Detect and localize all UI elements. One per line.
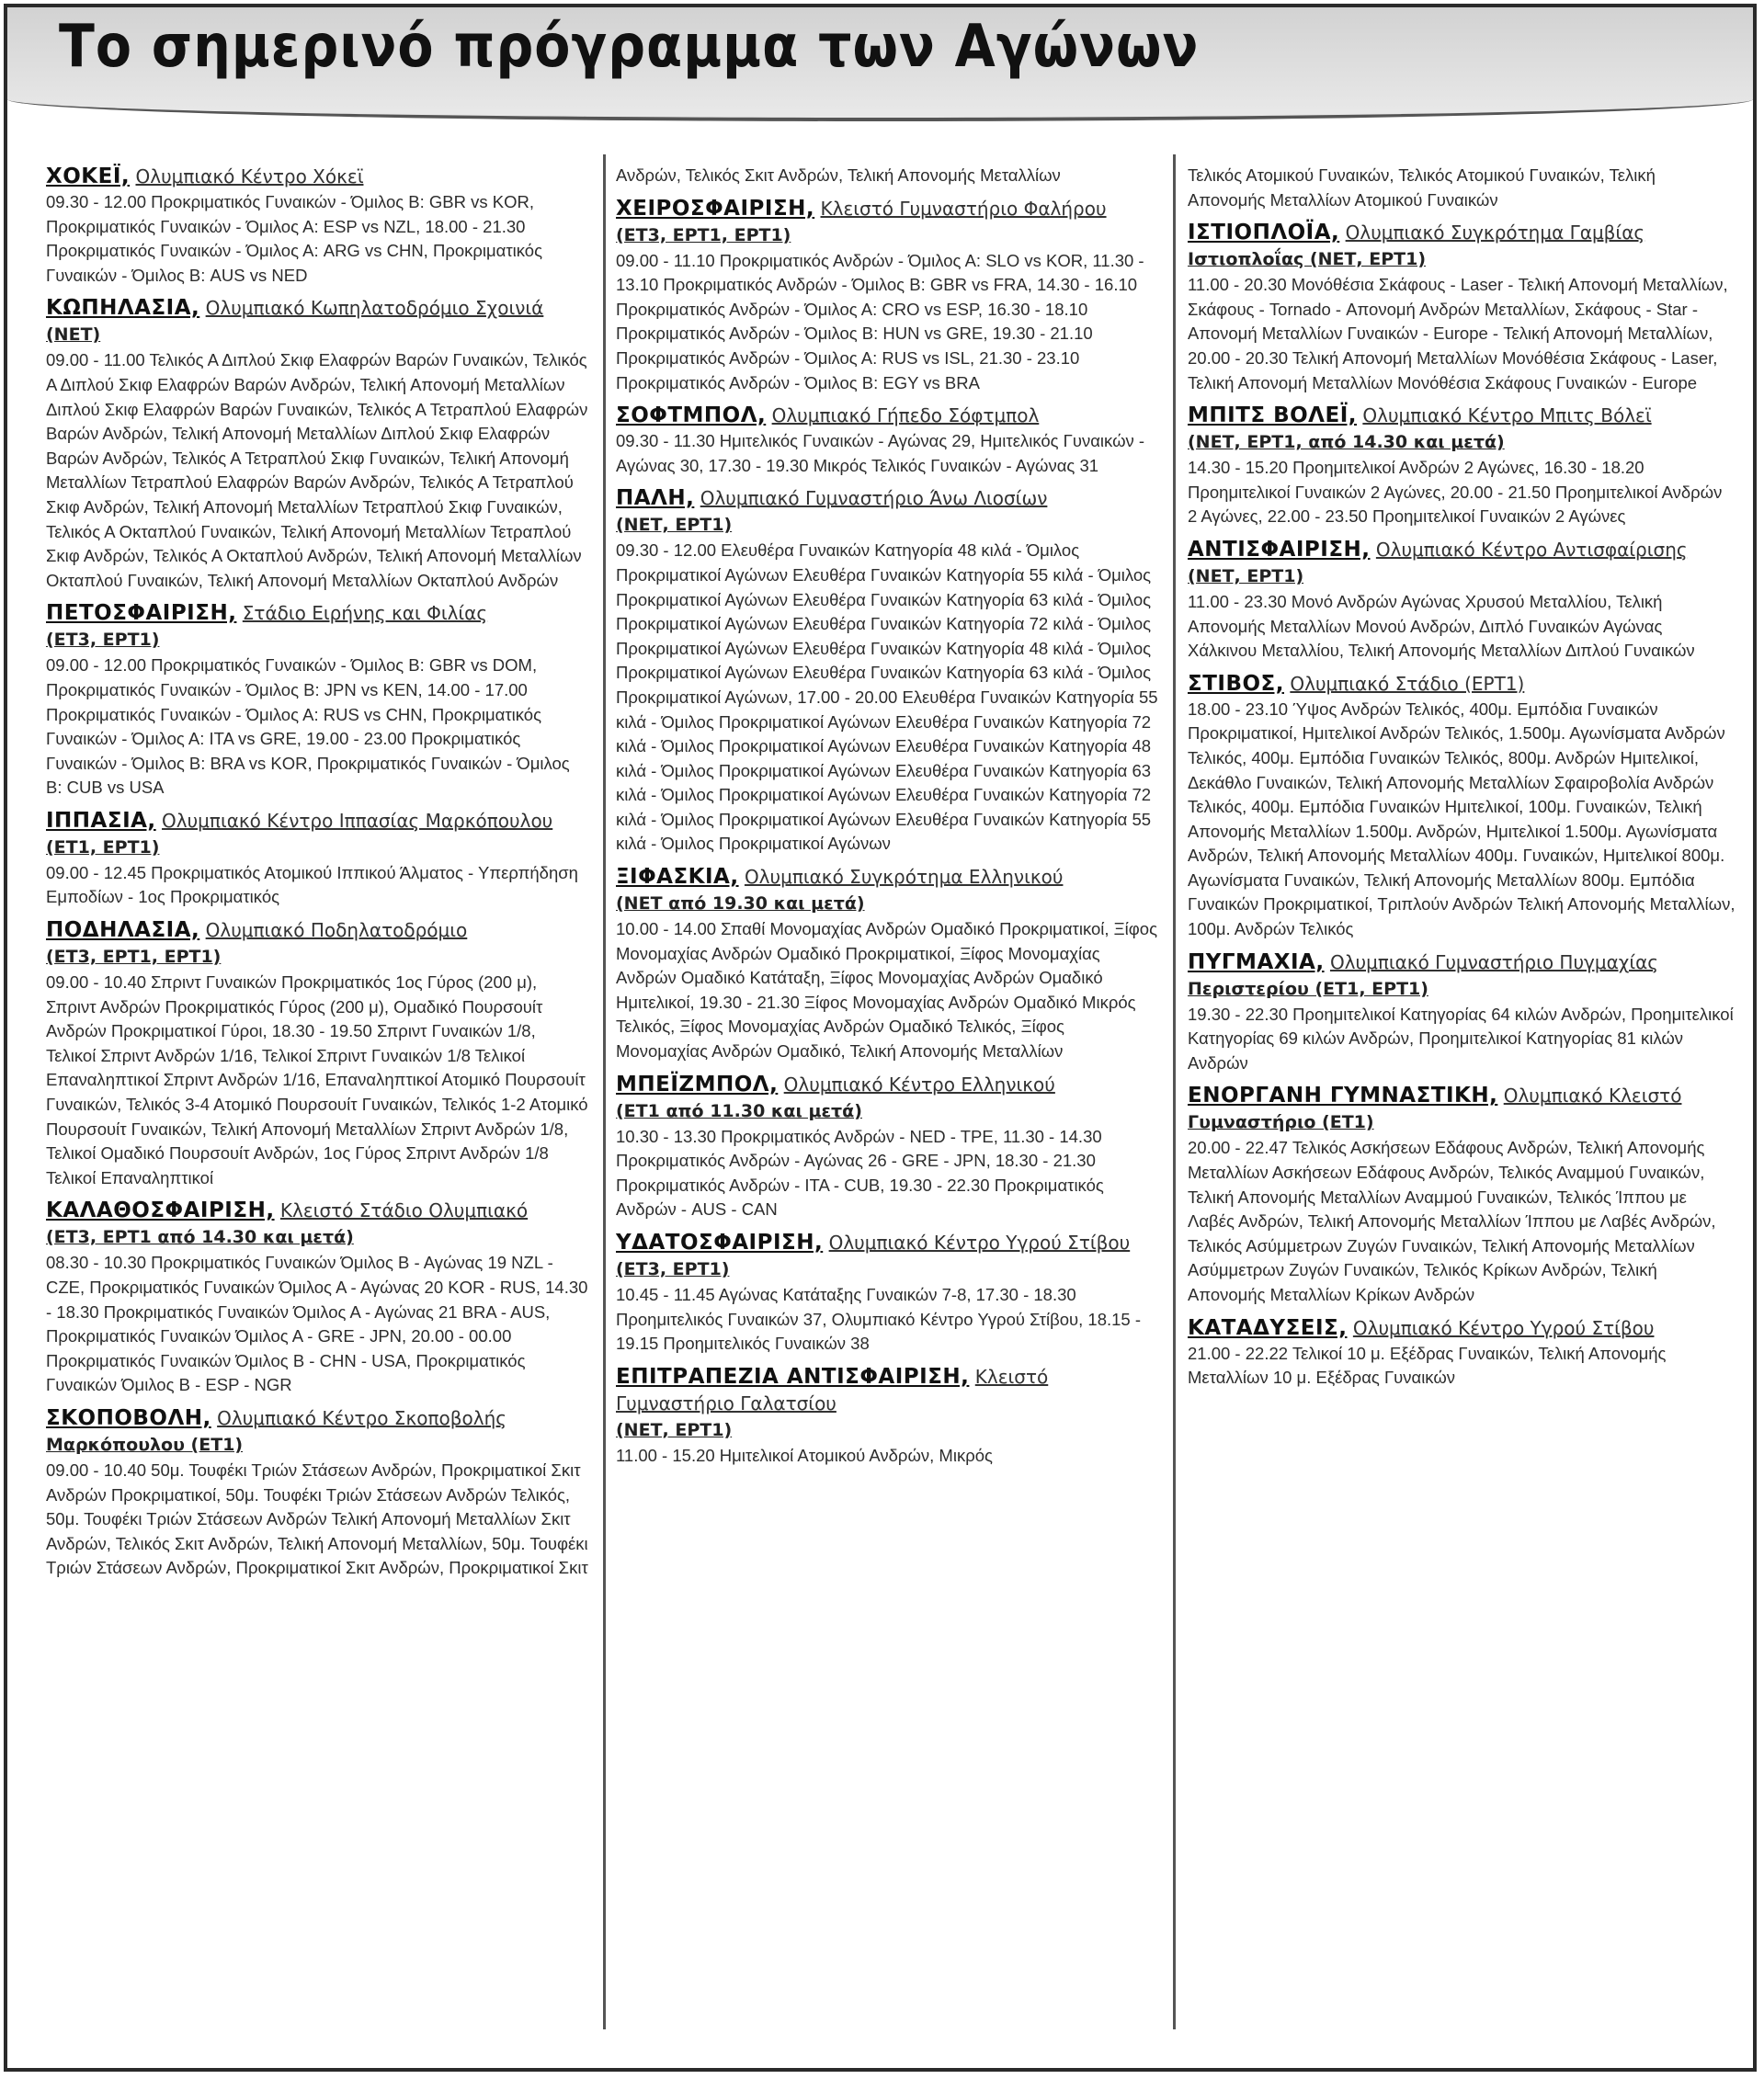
sport-section: [616, 1072, 1160, 1222]
section-header: [1188, 1083, 1736, 1136]
tv-channels: (ΕΤ3, ΕΡΤ1): [616, 1259, 730, 1279]
section-header: [1188, 671, 1736, 698]
venue-name: Ολυμπιακό Ποδηλατοδρόμιο: [205, 919, 468, 942]
schedule-text: 11.00 - 23.30 Μονό Ανδρών Αγώνας Χρυσού Μεταλλίου, Τελική Απονομής Μεταλλίων Μονού Ανδρών, Διπλό Γυναικών Αγώνας Χάλκινου Μεταλλίου, Τελική Απονομής Μεταλλίων Διπλού Γυναικών: [1188, 591, 1695, 661]
column-divider: [1173, 154, 1176, 2029]
section-header: [616, 1072, 1160, 1125]
sport-section: [46, 600, 588, 801]
sport-name: ΠΑΛΗ,: [616, 486, 695, 511]
sport-section: [1188, 671, 1736, 942]
sport-section: [616, 485, 1160, 857]
sport-section: [46, 164, 588, 288]
tv-channels: Περιστερίου (ΕΤ1, ΕΡΤ1): [1188, 978, 1428, 999]
sport-section: [46, 295, 588, 593]
schedule-text: 14.30 - 15.20 Προημιτελικοί Ανδρών 2 Αγώνες, 16.30 - 18.20 Προημιτελικοί Γυναικών 2 Αγώνες, 20.00 - 21.50 Προημιτελικοί Ανδρών 2 Αγώνες, 22.00 - 23.50 Προημιτελικοί Γυναικών 2 Αγώνες: [1188, 458, 1723, 527]
sport-name: ΧΟΚΕΪ,: [46, 165, 131, 188]
tv-channels: (ΝΕΤ, ΕΡΤ1): [1188, 565, 1304, 586]
section-header: [46, 1405, 588, 1459]
section-header: [616, 1230, 1160, 1283]
sport-name: ΠΟΔΗΛΑΣΙΑ,: [46, 918, 200, 943]
schedule-text: 11.00 - 15.20 Ημιτελικοί Ατομικού Ανδρών, Μικρός: [616, 1445, 993, 1465]
sport-name: ΧΕΙΡΟΣΦΑΙΡΙΣΗ,: [616, 196, 815, 221]
venue-name: Ολυμπιακό Κλειστό: [1503, 1085, 1682, 1108]
tv-channels: (ΕΤ3, ΕΡΤ1 από 14.30 και μετά): [46, 1227, 354, 1248]
column-divider: [603, 154, 606, 2029]
venue-name: Ολυμπιακό Γυμναστήριο Πυγμαχίας: [1329, 950, 1659, 973]
schedule-text: 11.00 - 20.30 Μονόθέσια Σκάφους - Laser - Τελική Απονομή Μεταλλίων, Σκάφους - Tornado - Απονομή Ανδρών Μεταλλίων, Σκάφους - Star - Απονομή Μεταλλίων Γυναικών - Europe - Τελική Απονομή Μεταλλίων, 20.00 - 20.30 Τελική Απονομή Μεταλλίων Μονόθέσια Σκάφους - Laser, Τελική Απονομή Μεταλλίων Μονόθέσια Σκάφους Γυναικών - Europe: [1188, 275, 1728, 392]
sport-section: [46, 1198, 588, 1398]
sport-name: ΙΠΠΑΣΙΑ,: [46, 808, 156, 833]
sport-name: ΚΑΤΑΔΥΣΕΙΣ,: [1188, 1315, 1348, 1340]
venue-name: Ολυμπιακό Κέντρο Χόκεϊ: [135, 165, 364, 187]
schedule-text: 10.30 - 13.30 Προκριματικός Ανδρών - NED - TPE, 11.30 - 14.30 Προκριματικός Ανδρών - Αγώνας 26 - GRE - JPN, 18.30 - 21.30 Προκριματικός Ανδρών - ITA - CUB, 19.30 - 22.30 Προκριματικός Ανδρών - AUS - CAN: [616, 1126, 1104, 1220]
venue-name: Ολυμπιακό Κέντρο Ελληνικού: [783, 1073, 1055, 1096]
venue-name: Ολυμπιακό Στάδιο (ΕΡΤ1): [1290, 672, 1525, 695]
sport-section: [46, 808, 588, 910]
section-header: [46, 1198, 588, 1251]
sport-section: [1188, 164, 1736, 212]
sport-section: [1188, 1315, 1736, 1391]
schedule-column-1: [46, 164, 588, 2029]
venue-name: Ολυμπιακό Συγκρότημα Γαμβίας: [1345, 222, 1645, 244]
sport-name: ΣΤΙΒΟΣ,: [1188, 671, 1284, 696]
venue-name: Ολυμπιακό Κέντρο Αντισφαίρισης: [1375, 538, 1688, 561]
sport-section: [616, 864, 1160, 1064]
venue-name: Ολυμπιακό Κέντρο Ιππασίας Μαρκόπουλου: [162, 809, 553, 832]
sport-section: [1188, 403, 1736, 529]
newspaper-page: [4, 4, 1757, 2072]
schedule-text: 20.00 - 22.47 Τελικός Ασκήσεων Εδάφους Ανδρών, Τελική Απονομής Μεταλλίων Ασκήσεων Εδάφους Ανδρών, Τελικός Αναμμού Γυναικών, Τελική Απονομής Μεταλλίων Αναμμού Γυναικών, Τελικός Ίππου με Λαβές Ανδρών, Τελική Απονομής Μεταλλίων Ίππου με Λαβές Ανδρών, Τελικός Ασύμμετρων Ζυγών Γυναικών, Τελική Απονομής Μεταλλίων Ασύμμετρων Ζυγών Γυναικών, Τελικός Κρίκων Ανδρών, Τελική Απονομής Μεταλλίων Κρίκων Ανδρών: [1188, 1138, 1716, 1304]
sport-section: [46, 917, 588, 1190]
section-header: [616, 196, 1160, 249]
schedule-text: 08.30 - 10.30 Προκριματικός Γυναικών Όμιλος Β - Αγώνας 19 NZL - CZE, Προκριματικός Γυναικών Όμιλος Α - Αγώνας 20 KOR - RUS, 14.30 - 18.30 Προκριματικός Γυναικών Όμιλος Α - Αγώνας 21 BRA - AUS, Προκριματικός Γυναικών Όμιλος Α - GRE - JPN, 20.00 - 00.00 Προκριματικός Γυναικών Όμιλος Β - CHN - USA, Προκριματικός Γυναικών Όμιλος Β - ESP - NGR: [46, 1253, 588, 1395]
venue-name: Ολυμπιακό Συγκρότημα Ελληνικού: [744, 866, 1064, 889]
tv-channels: (ΝΕΤ): [46, 324, 101, 346]
sport-section: [616, 403, 1160, 478]
schedule-text: 09.00 - 10.40 Σπριντ Γυναικών Προκριματικός 1ος Γύρος (200 μ), Σπριντ Ανδρών Προκριματικός Γύρος (200 μ), Ομαδικό Πουρσουίτ Ανδρών Προκριματικοί Γύροι, 18.30 - 19.50 Σπριντ Γυναικών 1/8, Τελικοί Σπριντ Ανδρών 1/16, Τελικοί Σπριντ Γυναικών 1/8 Τελικοί Επαναληπτικοί Σπριντ Ανδρών 1/16, Επαναληπτικοί Ατομικό Πουρσουίτ Γυναικών, Τελικός 3-4 Ατομικό Πουρσουίτ Γυναικών, Τελικός 1-2 Ατομικό Πουρσουίτ Γυναικών, Τελική Απονομή Μεταλλίων Σπριντ Ανδρών 1/8, Τελικοί Ομαδικό Πουρσουίτ Ανδρών, 1ος Γύρος Σπριντ Ανδρών 1/8 Τελικοί Επαναληπτικοί: [46, 972, 588, 1187]
sport-section: [616, 196, 1160, 396]
venue-name: Κλειστό Γυμναστήριο Γαλατσίου: [616, 1365, 1049, 1414]
sport-section: [1188, 220, 1736, 395]
venue-name: Στάδιο Ειρήνης και Φιλίας: [242, 602, 488, 625]
venue-name: Ολυμπιακό Γυμναστήριο Άνω Λιοσίων: [700, 487, 1048, 510]
venue-name: Ολυμπιακό Γήπεδο Σόφτμπολ: [771, 404, 1040, 427]
tv-channels: (ΕΤ3, ΕΡΤ1, ΕΡΤ1): [46, 947, 222, 968]
schedule-text: 10.00 - 14.00 Σπαθί Μονομαχίας Ανδρών Ομαδικό Προκριματικοί, Ξίφος Μονομαχίας Ανδρών Ομαδικό Προκριματικοί, Ξίφος Μονομαχίας Ανδρών Ομαδικό Κατάταξη, Ξίφος Μονομαχίας Ανδρών Ομαδικό Ημιτελικοί, 19.30 - 21.30 Ξίφος Μονομαχίας Ανδρών Ομαδικό Μικρός Τελικός, Ξίφος Μονομαχίας Ανδρών Ομαδικό Τελικός, Ξίφος Μονομαχίας Ανδρών Ομαδικό, Τελική Απονομής Μεταλλίων: [616, 919, 1157, 1062]
header-banner: [7, 7, 1753, 121]
section-header: [46, 295, 588, 348]
tv-channels: (ΝΕΤ, ΕΡΤ1, από 14.30 και μετά): [1188, 432, 1505, 453]
sport-name: ΜΠΕΪΖΜΠΟΛ,: [616, 1072, 779, 1096]
schedule-text: 09.00 - 11.00 Τελικός Α Διπλού Σκιφ Ελαφρών Βαρών Γυναικών, Τελικός Α Διπλού Σκιφ Ελαφρών Βαρών Ανδρών, Τελική Απονομή Μεταλλίων Διπλού Σκιφ Ελαφρών Βαρών Γυναικών, Τελικός Α Τετραπλού Ελαφρών Βαρών Ανδρών, Τελική Απονομή Μεταλλίων Διπλού Σκιφ Ελαφρών Βαρών Ανδρών, Τελικός Α Τετραπλού Σκιφ Γυναικών, Τελική Απονομή Μεταλλίων Τετραπλού Ελαφρών Βαρών Ανδρών, Τελικός Α Τετραπλού Σκιφ Ανδρών, Τελική Απονομή Μεταλλίων Τετραπλού Σκιφ Γυναικών, Τελικός Α Οκταπλού Γυναικών, Τελική Απονομή Μεταλλίων Τετραπλού Σκιφ Ανδρών, Τελικός Α Οκταπλού Ανδρών, Τελική Απονομή Μεταλλίων Οκταπλού Γυναικών, Τελική Απονομή Μεταλλίων Οκταπλού Ανδρών: [46, 350, 588, 590]
section-header: [46, 600, 588, 653]
schedule-text: 09.00 - 12.45 Προκριματικός Ατομικού Ιππικού Άλματος - Υπερπήδηση Εμποδίων - 1ος Προκριματικός: [46, 862, 578, 907]
section-header: [616, 1364, 1160, 1444]
section-header: [46, 164, 588, 190]
schedule-text: 09.30 - 12.00 Προκριματικός Γυναικών - Όμιλος Β: GBR vs KOR, Προκριματικός Γυναικών - Όμιλος Α: ESP vs NZL, 18.00 - 21.30 Προκριματικός Γυναικών - Όμιλος Α: ARG vs CHN, Προκριματικός Γυναικών - Όμιλος Β: AUS vs NED: [46, 192, 543, 285]
sport-section: [1188, 1083, 1736, 1307]
venue-name: Κλειστό Στάδιο Ολυμπιακό: [279, 1199, 529, 1222]
page-title: Το σημερινό πρόγραμμα των Αγώνων: [59, 13, 1200, 81]
section-header: [46, 808, 588, 861]
schedule-column-2: [616, 164, 1160, 2029]
schedule-text: 09.00 - 12.00 Προκριματικός Γυναικών - Όμιλος Β: GBR vs DOM, Προκριματικός Γυναικών - Όμιλος Β: JPN vs KEN, 14.00 - 17.00 Προκριματικός Γυναικών - Όμιλος Α: RUS vs CHN, Προκριματικός Γυναικών - Όμιλος Α: ITA vs GRE, 19.00 - 23.00 Προκριματικός Γυναικών - Όμιλος Β: BRA vs KOR, Προκριματικός Γυναικών - Όμιλος Β: CUB vs USA: [46, 655, 570, 798]
venue-name: Ολυμπιακό Κέντρο Υγρού Στίβου: [828, 1232, 1131, 1254]
sport-name: ΠΕΤΟΣΦΑΙΡΙΣΗ,: [46, 601, 237, 626]
sport-section: [616, 1230, 1160, 1357]
schedule-column-3: [1188, 164, 1736, 2029]
sport-name: ΕΝΟΡΓΑΝΗ ΓΥΜΝΑΣΤΙΚΗ,: [1188, 1084, 1498, 1108]
tv-channels: Ιστιοπλοΐας (ΝΕΤ, ΕΡΤ1): [1188, 249, 1427, 270]
schedule-text: 19.30 - 22.30 Προημιτελικοί Κατηγορίας 64 κιλών Ανδρών, Προημιτελικοί Κατηγορίας 69 κιλών Ανδρών, Προημιτελικοί Κατηγορίας 81 κιλών Ανδρών: [1188, 1004, 1734, 1073]
venue-name: Ολυμπιακό Κέντρο Μπιτς Βόλεϊ: [1362, 404, 1652, 427]
schedule-text: 09.00 - 11.10 Προκριματικός Ανδρών - Όμιλος Α: SLO vs KOR, 11.30 - 13.10 Προκριματικός Ανδρών - Όμιλος Β: GBR vs FRA, 14.30 - 16.10 Προκριματικός Ανδρών - Όμιλος Α: CRO vs ESP, 16.30 - 18.10 Προκριματικός Ανδρών - Όμιλος Β: HUN vs GRE, 19.30 - 21.10 Προκριματικός Ανδρών - Όμιλος Α: RUS vs ISL, 21.30 - 23.10 Προκριματικός Ανδρών - Όμιλος Β: EGY vs BRA: [616, 250, 1144, 392]
tv-channels: (ΝΕΤ, ΕΡΤ1): [616, 1419, 733, 1440]
sport-section: [46, 1405, 588, 1581]
schedule-text: 09.00 - 10.40 50μ. Τουφέκι Τριών Στάσεων Ανδρών, Προκριματικοί Σκιτ Ανδρών Προκριματικοί, 50μ. Τουφέκι Τριών Στάσεων Ανδρών Τελικός, 50μ. Τουφέκι Τριών Στάσεων Ανδρών Τελική Απονομή Μεταλλίων Σκιτ Ανδρών, Τελικός Σκιτ Ανδρών, Τελική Απονομή Μεταλλίων, 50μ. Τουφέκι Τριών Στάσεων Ανδρών, Προκριματικοί Σκιτ Ανδρών, Προκριματικοί Σκιτ: [46, 1460, 588, 1578]
section-header: [1188, 403, 1736, 456]
section-header: [1188, 949, 1736, 1003]
section-header: [1188, 1315, 1736, 1342]
section-header: [616, 864, 1160, 917]
sport-name: ΚΩΠΗΛΑΣΙΑ,: [46, 296, 200, 321]
schedule-text: 09.30 - 12.00 Ελευθέρα Γυναικών Κατηγορία 48 κιλά - Όμιλος Προκριματικοί Αγώνων Ελευθέρα Γυναικών Κατηγορία 55 κιλά - Όμιλος Προκριματικοί Αγώνων Ελευθέρα Γυναικών Κατηγορία 63 κιλά - Όμιλος Προκριματικοί Αγώνων Ελευθέρα Γυναικών Κατηγορία 72 κιλά - Όμιλος Προκριματικοί Αγώνων Ελευθέρα Γυναικών Κατηγορία 48 κιλά - Όμιλος Προκριματικοί Αγώνων Ελευθέρα Γυναικών Κατηγορία 63 κιλά - Όμιλος Προκριματικοί Αγώνων, 17.00 - 20.00 Ελευθέρα Γυναικών Κατηγορία 55 κιλά - Όμιλος Προκριματικοί Αγώνων Ελευθέρα Γυναικών Κατηγορία 72 κιλά - Όμιλος Προκριματικοί Αγώνων Ελευθέρα Γυναικών Κατηγορία 48 κιλά - Όμιλος Προκριματικοί Αγώνων Ελευθέρα Γυναικών Κατηγορία 63 κιλά - Όμιλος Προκριματικοί Αγώνων Ελευθέρα Γυναικών Κατηγορία 72 κιλά - Όμιλος Προκριματικοί Αγώνων Ελευθέρα Γυναικών Κατηγορία 55 κιλά - Όμιλος Προκριματικοί Αγώνων: [616, 540, 1158, 854]
tv-channels: Μαρκόπουλου (ΕΤ1): [46, 1434, 244, 1455]
section-header: [46, 917, 588, 971]
section-header: [1188, 537, 1736, 590]
venue-name: Ολυμπιακό Κέντρο Σκοποβολής: [217, 1406, 506, 1429]
venue-name: Ολυμπιακό Κέντρο Υγρού Στίβου: [1352, 1316, 1655, 1339]
tv-channels: (ΝΕΤ από 19.30 και μετά): [616, 893, 865, 915]
venue-name: Κλειστό Γυμναστήριο Φαλήρου: [820, 197, 1107, 220]
sport-name: ΠΥΓΜΑΧΙΑ,: [1188, 949, 1325, 974]
tv-channels: Γυμναστήριο (ΕΤ1): [1188, 1112, 1374, 1133]
schedule-text: 18.00 - 23.10 Ύψος Ανδρών Τελικός, 400μ. Εμπόδια Γυναικών Προκριματικοί, Ημιτελικοί Ανδρών Τελικός, 1.500μ. Αγωνίσματα Ανδρών Τελικός, 400μ. Εμπόδια Γυναικών Τελικός, 800μ. Ανδρών Ημιτελικοί, Δεκάθλο Γυναικών, Τελική Απονομής Μεταλλίων Σφαιροβολία Ανδρών Τελικός, 400μ. Εμπόδια Γυναικών Ημιτελικοί, 100μ. Γυναικών, Τελική Απονομής Μεταλλίων 1.500μ. Ανδρών, Ημιτελικοί 1.500μ. Αγωνίσματα Ανδρών, Τελική Απονομής Μεταλλίων 400μ. Γυναικών, Ημιτελικοί 800μ. Αγωνίσματα Γυναικών, Τελική Απονομής Μεταλλίων 800μ. Εμπόδια Γυναικών Προκριματικοί, Τριπλούν Ανδρών Τελική Απονομής Μεταλλίων, 100μ. Ανδρών Τελικός: [1188, 699, 1736, 939]
schedule-text: Τελικός Ατομικού Γυναικών, Τελικός Ατομικού Γυναικών, Τελική Απονομής Μεταλλίων Ατομικού Γυναικών: [1188, 165, 1656, 210]
section-header: [616, 403, 1160, 429]
sport-section: [1188, 537, 1736, 664]
schedule-text: Ανδρών, Τελικός Σκιτ Ανδρών, Τελική Απονομής Μεταλλίων: [616, 165, 1061, 185]
schedule-text: 21.00 - 22.22 Τελικοί 10 μ. Εξέδρας Γυναικών, Τελική Απονομής Μεταλλίων 10 μ. Εξέδρας Γυναικών: [1188, 1343, 1667, 1388]
schedule-text: 09.30 - 11.30 Ημιτελικός Γυναικών - Αγώνας 29, Ημιτελικός Γυναικών - Αγώνας 30, 17.30 - 19.30 Μικρός Τελικός Γυναικών - Αγώνας 31: [616, 431, 1145, 475]
schedule-text: 10.45 - 11.45 Αγώνας Κατάταξης Γυναικών 7-8, 17.30 - 18.30 Προημιτελικός Γυναικών 37, Ολυμπιακό Κέντρο Υγρού Στίβου, 18.15 - 19.15 Προημιτελικός Γυναικών 38: [616, 1285, 1142, 1354]
tv-channels: (ΕΤ1, ΕΡΤ1): [46, 836, 160, 858]
sport-name: ΚΑΛΑΘΟΣΦΑΙΡΙΣΗ,: [46, 1199, 275, 1223]
tv-channels: (ΕΤ1 από 11.30 και μετά): [616, 1100, 862, 1121]
tv-channels: (ΝΕΤ, ΕΡΤ1): [616, 515, 733, 536]
sport-name: ΣΚΟΠΟΒΟΛΗ,: [46, 1405, 211, 1430]
section-header: [1188, 220, 1736, 273]
section-header: [616, 485, 1160, 539]
venue-name: Ολυμπιακό Κωπηλατοδρόμιο Σχοινιά: [205, 297, 544, 320]
sport-name: ΜΠΙΤΣ ΒΟΛΕΪ,: [1188, 403, 1357, 428]
sport-name: ΣΟΦΤΜΠΟΛ,: [616, 403, 767, 428]
sport-name: ΕΠΙΤΡΑΠΕΖΙΑ ΑΝΤΙΣΦΑΙΡΙΣΗ,: [616, 1364, 970, 1389]
sport-section: [616, 1364, 1160, 1469]
tv-channels: (ΕΤ3, ΕΡΤ1, ΕΡΤ1): [616, 224, 791, 245]
sport-name: ΞΙΦΑΣΚΙΑ,: [616, 865, 739, 890]
sport-section: [616, 164, 1160, 188]
sport-name: ΑΝΤΙΣΦΑΙΡΙΣΗ,: [1188, 537, 1371, 562]
tv-channels: (ΕΤ3, ΕΡΤ1): [46, 630, 160, 651]
sport-name: ΥΔΑΤΟΣΦΑΙΡΙΣΗ,: [616, 1231, 824, 1255]
sport-section: [1188, 949, 1736, 1076]
sport-name: ΙΣΤΙΟΠΛΟΪΑ,: [1188, 221, 1340, 245]
